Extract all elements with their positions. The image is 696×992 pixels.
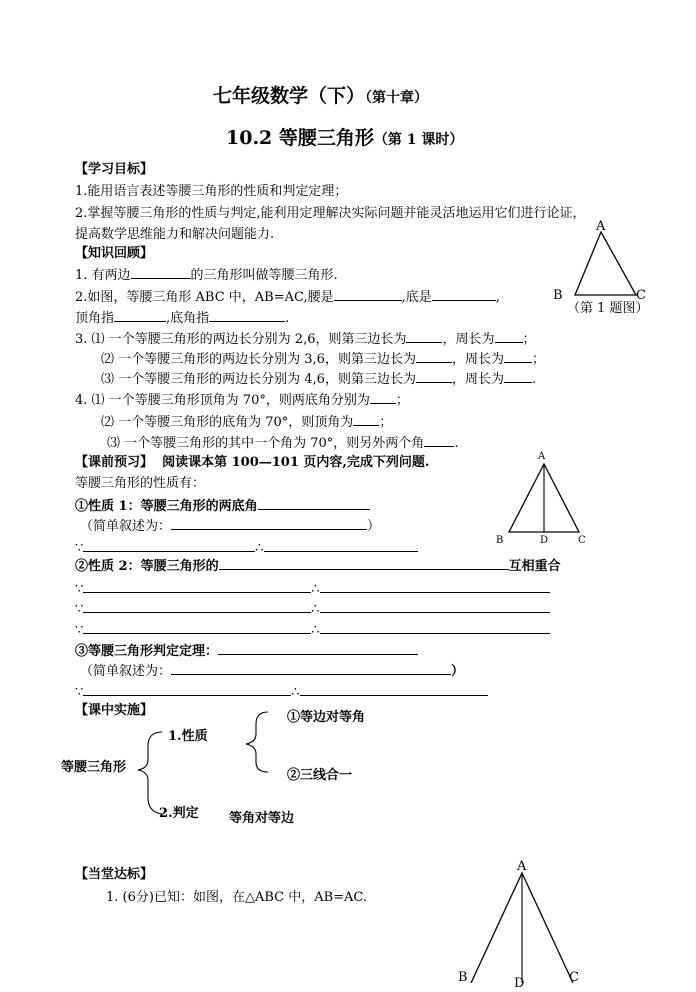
fig1-label-a: A bbox=[596, 219, 606, 234]
assessment-heading: 【当堂达标】 bbox=[75, 867, 154, 882]
judgement-theorem: ③等腰三角形判定定理： bbox=[75, 642, 418, 660]
property-2-proof-3: ∵ ∴ bbox=[75, 621, 550, 639]
property-2-proof-1: ∵ ∴ bbox=[75, 580, 550, 598]
concept-branch-property: 1.性质 bbox=[168, 729, 208, 744]
concept-leaf-equal-angles: ①等边对等角 bbox=[287, 710, 366, 725]
preview-instruction: 阅读课本第 100—101 页内容,完成下列问题. bbox=[162, 455, 430, 470]
fig2-label-a: A bbox=[538, 451, 546, 462]
fig1-label-c: C bbox=[636, 288, 646, 303]
review-heading: 【知识回顾】 bbox=[75, 246, 154, 261]
concept-root: 等腰三角形 bbox=[61, 760, 127, 775]
review-q4-2: ⑵ 一个等腰三角形的底角为 70°，则顶角为 ； bbox=[101, 415, 393, 430]
property-1-proof: ∵ ∴ bbox=[75, 539, 418, 557]
concept-leaf-three-lines: ②三线合一 bbox=[287, 768, 353, 783]
property-1: ①性质 1：等腰三角形的两底角 bbox=[75, 497, 370, 515]
review-q3-1: 3. ⑴ 一个等腰三角形的两边长分别为 2,6，则第三边长为 ，周长为 ； bbox=[75, 332, 536, 347]
fig1-caption: （第 1 题图） bbox=[567, 301, 649, 316]
fig2-label-b: B bbox=[496, 535, 504, 546]
fig3-label-d: D bbox=[514, 976, 525, 991]
preview-heading: 【课前预习】 阅读课本第 100—101 页内容,完成下列问题. bbox=[75, 455, 430, 470]
goal-item-2-cont: 提高数学思维能力和解决问题能力. bbox=[75, 227, 275, 242]
concept-branch-judgement: 2.判定 bbox=[159, 806, 199, 821]
goal-item-2: 2.掌握等腰三角形的性质与判定,能利用定理解决实际问题并能灵活地运用它们进行论证， bbox=[75, 206, 586, 221]
review-q4-3: ⑶ 一个等腰三角形的其中一个角为 70°，则另外两个角 . bbox=[107, 436, 459, 451]
judgement-brief: （简单叙述为： ） bbox=[80, 664, 465, 679]
goal-item-1: 1.能用语言表述等腰三角形的性质和判定定理； bbox=[75, 184, 348, 199]
goals-heading: 【学习目标】 bbox=[75, 162, 154, 177]
property-2: ②性质 2：等腰三角形的 互相重合 bbox=[75, 559, 561, 574]
fig3-label-b: B bbox=[458, 970, 468, 985]
review-q4-1: 4. ⑴ 一个等腰三角形顶角为 70°，则两底角分别为 ； bbox=[75, 393, 409, 408]
concept-leaf-equal-sides: 等角对等边 bbox=[229, 811, 295, 826]
inclass-heading: 【课中实施】 bbox=[75, 703, 154, 718]
review-q3-2: ⑵ 一个等腰三角形的两边长分别为 3,6，则第三边长为 ，周长为 ； bbox=[101, 352, 545, 367]
judgement-proof: ∵ ∴ bbox=[75, 683, 488, 701]
assessment-q1: 1. (6分)已知：如图，在△ABC 中，AB=AC. bbox=[106, 890, 368, 905]
lesson-title: 10.2 等腰三角形（第 1 课时） bbox=[226, 127, 464, 149]
review-q1: 1. 有两边 的三角形叫做等腰三角形. bbox=[75, 268, 338, 283]
fig3-label-a: A bbox=[517, 859, 527, 874]
fig2-label-d: D bbox=[540, 535, 549, 546]
review-q2: 2.如图，等腰三角形 ABC 中，AB=AC,腰是 ,底是 , bbox=[75, 290, 500, 305]
review-q2-cont: 顶角指 ,底角指 . bbox=[75, 311, 290, 326]
property-2-proof-2: ∵ ∴ bbox=[75, 600, 550, 618]
review-q3-3: ⑶ 一个等腰三角形的两边长分别为 4,6，则第三边长为 ，周长为 . bbox=[101, 372, 537, 387]
property-1-brief: （简单叙述为： ） bbox=[80, 519, 381, 534]
fig1-label-b: B bbox=[553, 288, 563, 303]
preview-intro: 等腰三角形的性质有： bbox=[75, 476, 206, 491]
page-title: 七年级数学（下）（第十章） bbox=[213, 85, 429, 107]
fig2-label-c: C bbox=[578, 535, 586, 546]
fig3-label-c: C bbox=[569, 970, 579, 985]
